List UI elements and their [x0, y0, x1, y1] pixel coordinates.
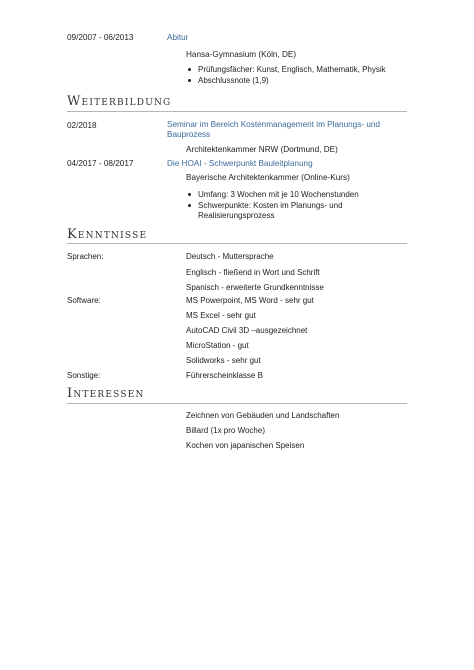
education-org: Hansa-Gymnasium (Köln, DE)	[186, 50, 297, 59]
section-heading-weiterbildung: Weiterbildung	[67, 94, 172, 109]
section-divider	[67, 111, 407, 112]
training-date: 04/2017 - 08/2017	[67, 159, 134, 168]
skills-label-software: Software:	[67, 296, 101, 305]
skill-item: Solidworks - sehr gut	[186, 356, 261, 365]
section-divider	[67, 403, 407, 404]
list-item: Abschlussnote (1,9)	[186, 75, 386, 86]
training-title: Seminar im Bereich Kostenmanagement im Planungs- und	[167, 120, 380, 129]
skill-item: MicroStation - gut	[186, 341, 249, 350]
skills-label-other: Sonstige:	[67, 371, 101, 380]
skill-item: AutoCAD Civil 3D –ausgezeichnet	[186, 326, 308, 335]
skill-item: Spanisch - erweiterte Grundkenntnisse	[186, 283, 324, 292]
education-date: 09/2007 - 06/2013	[67, 33, 134, 42]
section-divider	[67, 243, 407, 244]
training-title: Die HOAI - Schwerpunkt Bauleitplanung	[167, 159, 313, 168]
skill-item: Englisch - fließend in Wort und Schrift	[186, 268, 320, 277]
list-item: Umfang: 3 Wochen mit je 10 Wochenstunden	[186, 189, 359, 200]
skills-label-languages: Sprachen:	[67, 252, 104, 261]
training-date: 02/2018	[67, 121, 97, 130]
list-item: Schwerpunkte: Kosten im Planungs- und	[186, 200, 359, 211]
training-title-cont: Bauprozess	[167, 130, 211, 139]
list-item-continuation: Realisierungsprozess	[198, 211, 275, 220]
education-title: Abitur	[167, 33, 189, 42]
training-org: Architektenkammer NRW (Dortmund, DE)	[186, 145, 338, 154]
interest-item: Zeichnen von Gebäuden und Landschaften	[186, 411, 340, 420]
interest-item: Billard (1x pro Woche)	[186, 426, 265, 435]
interest-item: Kochen von japanischen Speisen	[186, 441, 305, 450]
skill-item: Deutsch - Muttersprache	[186, 252, 274, 261]
skill-item: MS Excel - sehr gut	[186, 311, 256, 320]
training-org: Bayerische Architektenkammer (Online-Kurs)	[186, 173, 350, 182]
section-heading-interessen: Interessen	[67, 386, 145, 401]
training-bullets	[186, 189, 359, 211]
section-heading-kenntnisse: Kenntnisse	[67, 227, 148, 242]
skill-item: MS Powerpoint, MS Word - sehr gut	[186, 296, 314, 305]
skill-item: Führerscheinklasse B	[186, 371, 263, 380]
list-item: Prüfungsfächer: Kunst, Englisch, Mathematik, Physik	[186, 64, 386, 75]
education-bullets	[186, 64, 386, 86]
